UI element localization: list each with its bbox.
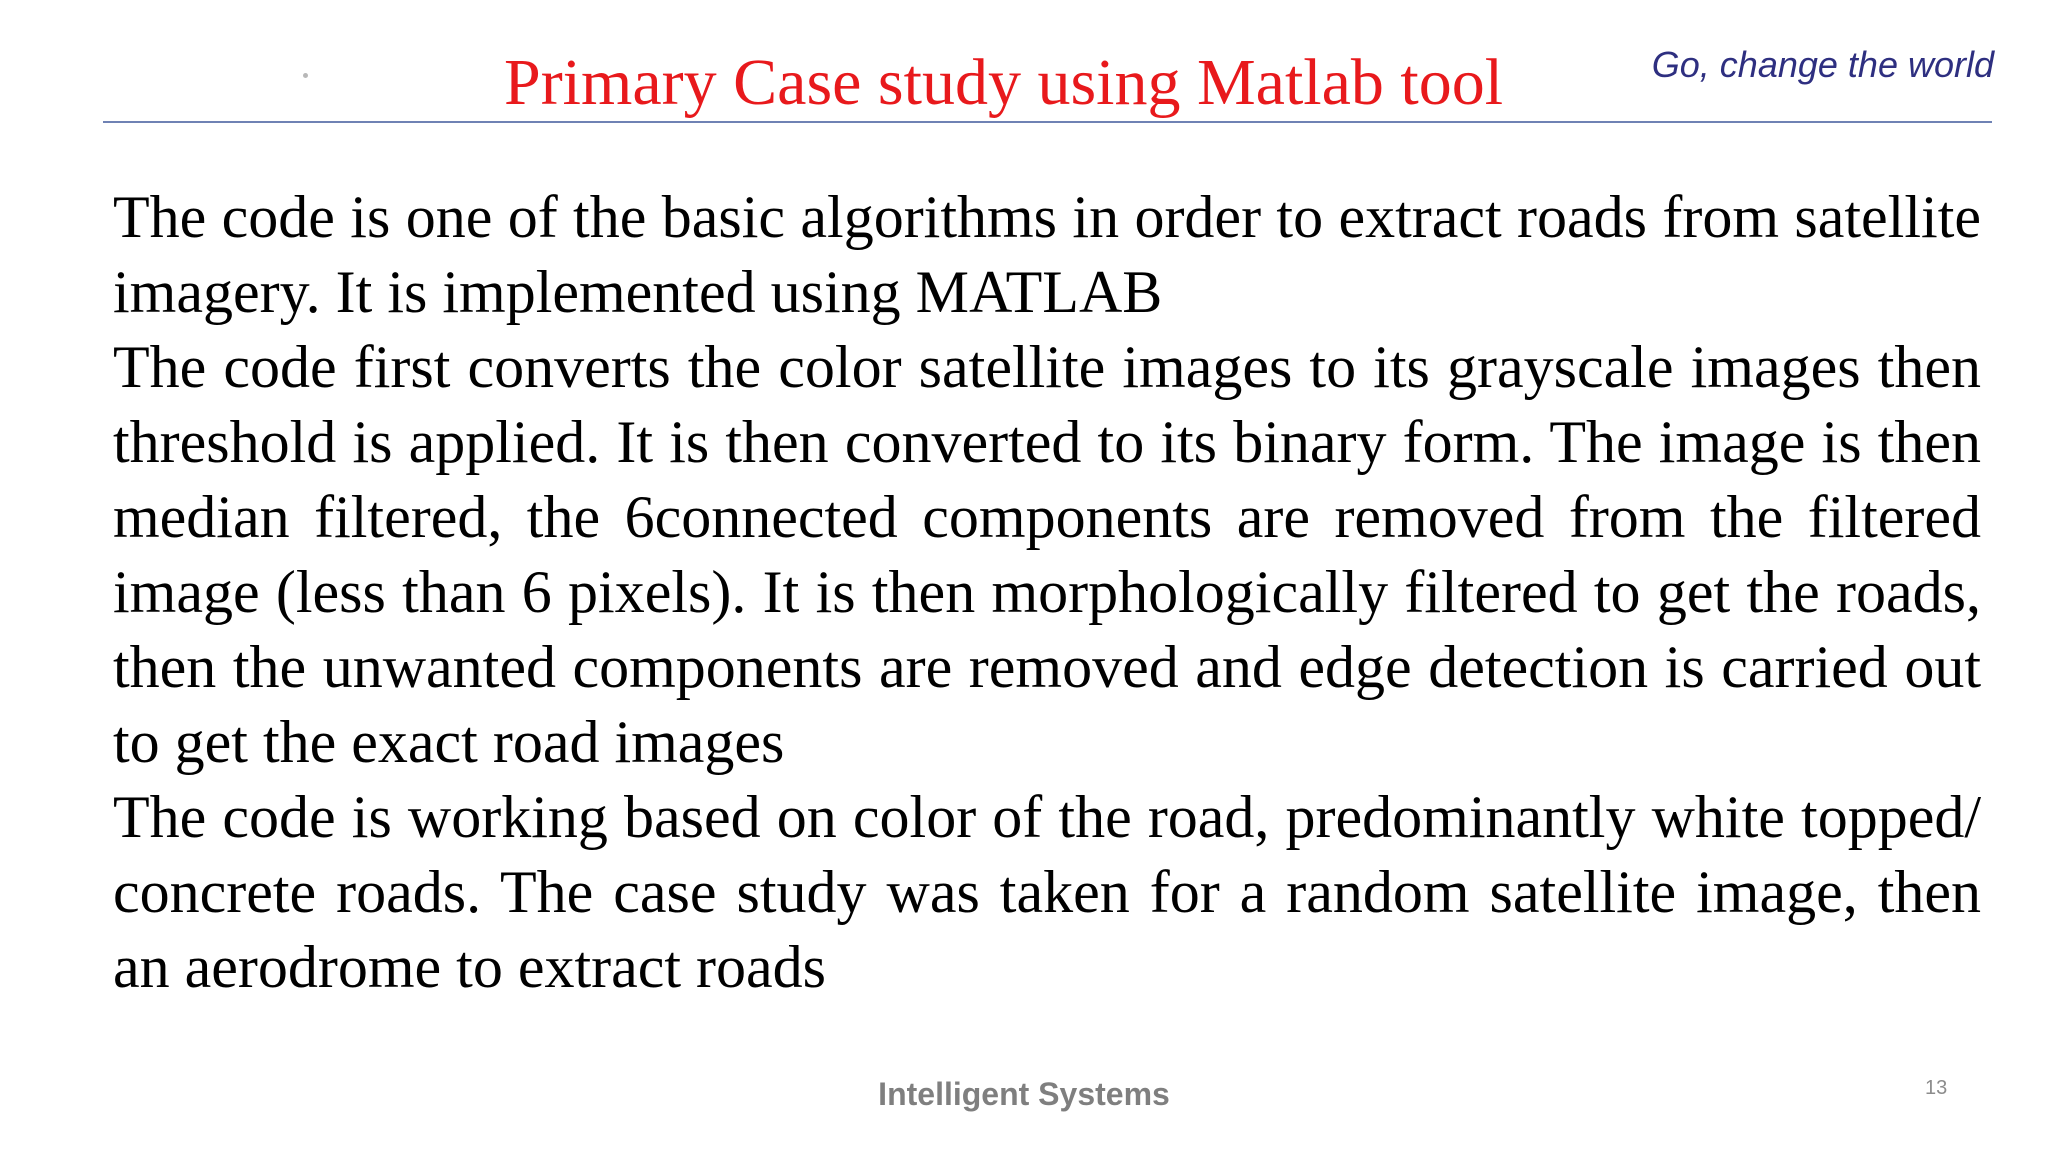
body-paragraph-3: The code is working based on color of the road, predominantly white topped/ concrete roads. The case study was taken for a random satellite image, then an aerodrome to extract roads <box>113 784 1981 1000</box>
footer-text: Intelligent Systems <box>878 1076 1170 1112</box>
title-divider <box>103 121 1992 123</box>
page-number: 13 <box>1925 1077 1948 1099</box>
brand-tagline: Go, change the world <box>1651 44 1994 85</box>
slide-title: Primary Case study using Matlab tool <box>504 46 1504 119</box>
slide-body <box>113 180 1981 1005</box>
decorative-dot <box>303 73 308 78</box>
body-paragraph-2: The code first converts the color satellite images to its grayscale images then threshold is applied. It is then converted to its binary form. The image is then median filtered, the 6connected components are removed from the filtered image (less than 6 pixels). It is then morphologically filtered to get the roads, then the unwanted components are removed and edge detection is carried out to get the exact road images <box>113 334 1981 775</box>
body-paragraph-1: The code is one of the basic algorithms in order to extract roads from satellite imagery. It is implemented using MATLAB <box>113 184 1981 325</box>
